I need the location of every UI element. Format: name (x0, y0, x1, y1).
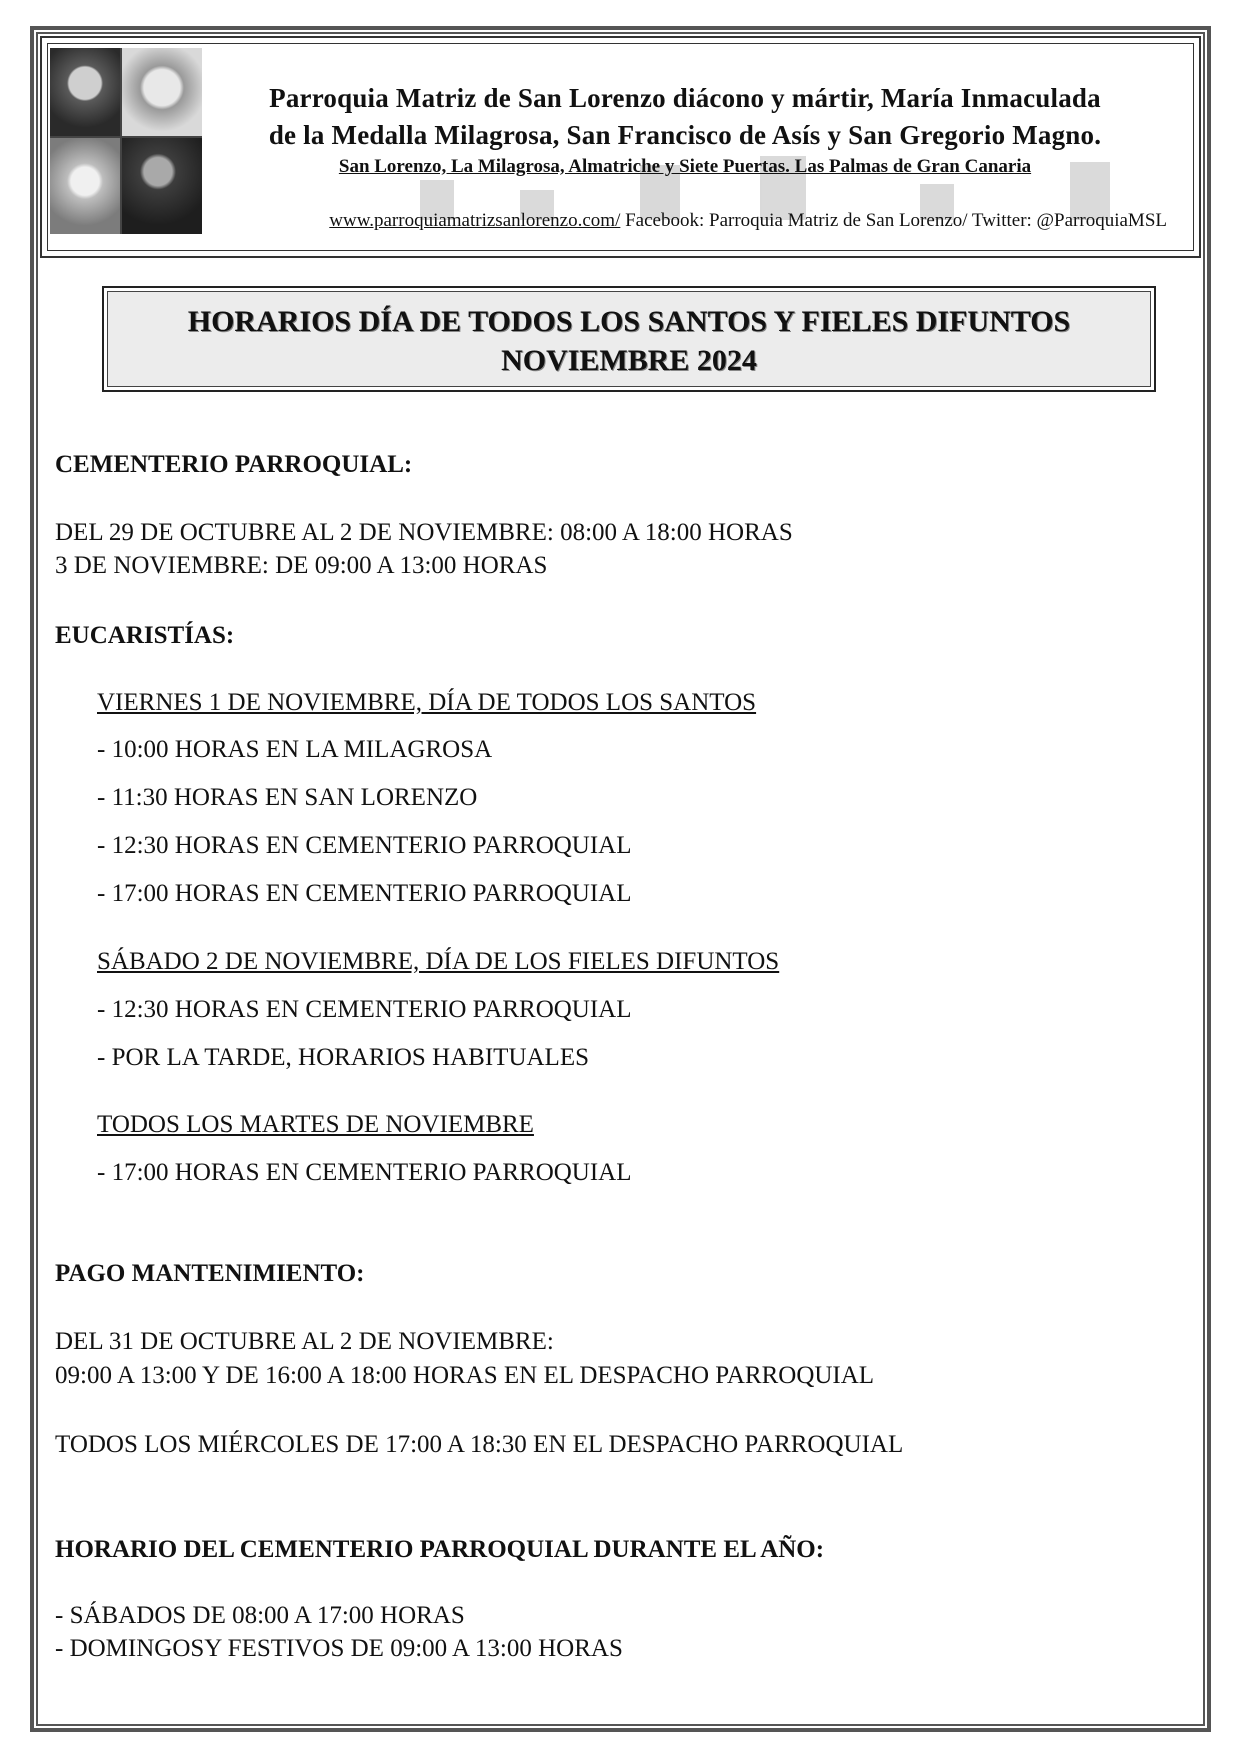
eucaristia-item: - 12:30 HORAS EN CEMENTERIO PARROQUIAL (97, 832, 632, 859)
saint-image-4 (122, 138, 202, 234)
horario-anual-heading: HORARIO DEL CEMENTERIO PARROQUIAL DURANTE EL AÑO: (55, 1536, 825, 1563)
notice-title (107, 302, 1151, 380)
contact-links (205, 210, 1167, 232)
eucaristias-group-title: VIERNES 1 DE NOVIEMBRE, DÍA DE TODOS LOS SANTOS (97, 689, 757, 716)
saint-image-2 (122, 48, 202, 136)
eucaristias-group-title: TODOS LOS MARTES DE NOVIEMBRE (97, 1111, 534, 1138)
saint-image-1 (50, 48, 120, 136)
eucaristia-item: - 17:00 HORAS EN CEMENTERIO PARROQUIAL (97, 880, 632, 907)
cementerio-heading: CEMENTERIO PARROQUIAL: (55, 451, 413, 478)
pago-line: TODOS LOS MIÉRCOLES DE 17:00 A 18:30 EN EL DESPACHO PARROQUIAL (55, 1431, 904, 1458)
saints-image-collage (50, 48, 202, 234)
eucaristias-group-title: SÁBADO 2 DE NOVIEMBRE, DÍA DE LOS FIELES DIFUNTOS (97, 948, 780, 975)
cementerio-line: 3 DE NOVIEMBRE: DE 09:00 A 13:00 HORAS (55, 552, 548, 579)
parish-locations: San Lorenzo, La Milagrosa, Almatriche y Siete Puertas. Las Palmas de Gran Canaria (338, 156, 1032, 177)
eucaristia-item: - 10:00 HORAS EN LA MILAGROSA (97, 736, 493, 763)
notice-title-line1: HORARIOS DÍA DE TODOS LOS SANTOS Y FIELES DIFUNTOS (187, 305, 1071, 338)
parish-name-line2: de la Medalla Milagrosa, San Francisco de Asís y San Gregorio Magno. (268, 120, 1102, 150)
pago-line: DEL 31 DE OCTUBRE AL 2 DE NOVIEMBRE: (55, 1328, 554, 1355)
pago-line: 09:00 A 13:00 Y DE 16:00 A 18:00 HORAS EN EL DESPACHO PARROQUIAL (55, 1362, 875, 1389)
eucaristia-item: - 12:30 HORAS EN CEMENTERIO PARROQUIAL (97, 996, 632, 1023)
eucaristia-item: - 11:30 HORAS EN SAN LORENZO (97, 784, 478, 811)
parish-name-line1: Parroquia Matriz de San Lorenzo diácono y mártir, María Inmaculada (269, 83, 1101, 113)
cementerio-line: DEL 29 DE OCTUBRE AL 2 DE NOVIEMBRE: 08:00 A 18:00 HORAS (55, 519, 793, 546)
social-media-text: Facebook: Parroquia Matriz de San Lorenzo/ Twitter: @ParroquiaMSL (620, 210, 1167, 231)
horario-anual-line: - SÁBADOS DE 08:00 A 17:00 HORAS (55, 1602, 465, 1629)
website-link[interactable]: www.parroquiamatrizsanlorenzo.com/ (329, 210, 621, 231)
notice-title-line2: NOVIEMBRE 2024 (501, 344, 757, 377)
eucaristia-item: - POR LA TARDE, HORARIOS HABITUALES (97, 1044, 590, 1071)
eucaristias-heading: EUCARISTÍAS: (55, 622, 235, 649)
horario-anual-line: - DOMINGOSY FESTIVOS DE 09:00 A 13:00 HORAS (55, 1635, 623, 1662)
pago-heading: PAGO MANTENIMIENTO: (55, 1260, 365, 1287)
saint-image-3 (50, 138, 120, 234)
parish-name (205, 80, 1165, 154)
eucaristia-item: - 17:00 HORAS EN CEMENTERIO PARROQUIAL (97, 1159, 632, 1186)
